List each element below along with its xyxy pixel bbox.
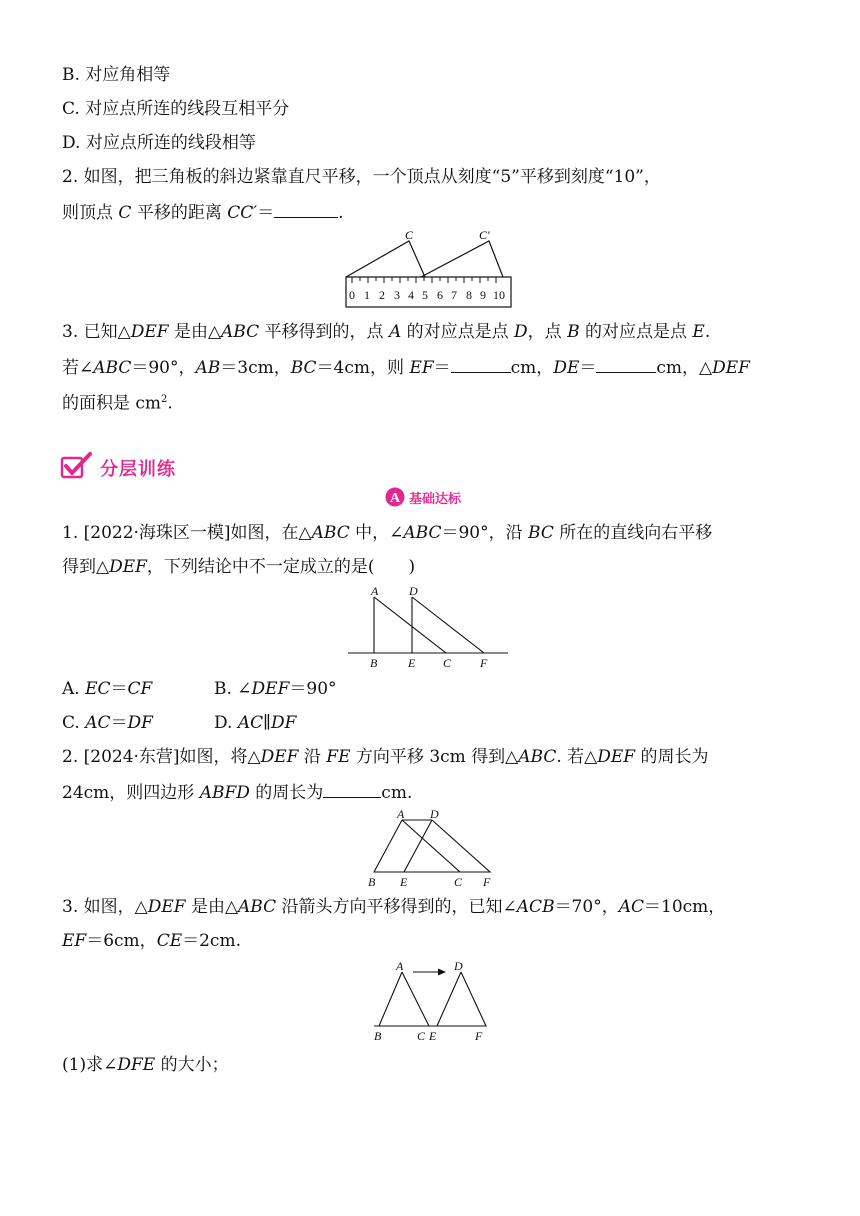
label-c: C (405, 228, 414, 242)
option-c: C. 对应点所连的线段互相平分 (62, 99, 290, 119)
tick-2: 2 (379, 288, 385, 302)
svg-text:D: D (409, 584, 418, 598)
svg-text:C: C (454, 875, 463, 889)
tick-3: 3 (394, 288, 400, 302)
ruler-body (346, 277, 511, 307)
p1-option-d: D. AC∥DF (214, 713, 297, 733)
svg-text:F: F (475, 1029, 483, 1043)
triangle-abc (379, 972, 429, 1026)
tick-7: 7 (451, 288, 457, 302)
checkbox-icon (60, 451, 94, 481)
svg-text:D: D (454, 959, 463, 973)
svg-text:E: E (408, 656, 416, 670)
option-b: B. 对应角相等 (62, 65, 171, 85)
svg-text:B: B (374, 1029, 382, 1043)
section-subtitle: 基础达标 (409, 492, 462, 507)
answer-blank[interactable] (323, 781, 381, 798)
svg-text:C: C (443, 656, 452, 670)
tick-9: 9 (480, 288, 486, 302)
svg-text:B: B (368, 875, 376, 889)
triangle-def (404, 820, 490, 872)
triangle-moved (421, 241, 503, 277)
ruler-figure (343, 228, 515, 312)
tick-1: 1 (364, 288, 370, 302)
triangle-abc (374, 820, 460, 872)
triangle-abc (374, 597, 446, 653)
svg-text:F: F (480, 656, 488, 670)
p3-line1: 3. 如图，△DEF 是由△ABC 沿箭头方向平移得到的，已知∠ACB＝70°，AC＝10cm， (62, 897, 726, 917)
answer-blank[interactable] (274, 201, 338, 218)
tick-8: 8 (466, 288, 472, 302)
svg-text:B: B (370, 656, 378, 670)
p3-line2: EF＝6cm，CE＝2cm. (62, 931, 241, 951)
p1-option-b: B. ∠DEF＝90° (214, 679, 337, 699)
svg-text:A: A (371, 584, 379, 598)
svg-text:D: D (430, 807, 439, 821)
svg-text:A: A (397, 807, 405, 821)
triangle-original (346, 241, 425, 277)
triangle-def (437, 972, 486, 1026)
p3-figure (366, 954, 496, 1044)
p2-figure (364, 806, 498, 890)
p1-option-c: C. AC＝DF (62, 713, 153, 733)
tick-6: 6 (437, 288, 443, 302)
triangle-def (412, 597, 484, 653)
p1-options-ab (62, 679, 337, 699)
p3-sub1: (1)求∠DFE 的大小； (62, 1055, 229, 1075)
level-a-badge-icon (384, 486, 406, 508)
q3-line2: 若∠ABC＝90°，AB＝3cm，BC＝4cm，则 EF＝ cm，DE＝ cm，△DEF (62, 358, 750, 378)
p1-figure (348, 583, 512, 671)
q3-line1: 3. 已知△DEF 是由△ABC 平移得到的，点 A 的对应点是点 D，点 B 的对应点是点 E. (62, 322, 711, 342)
svg-text:A: A (389, 491, 401, 506)
svg-text:E: E (429, 1029, 437, 1043)
p2-line2: 24cm，则四边形 ABFD 的周长为 cm. (62, 783, 413, 803)
answer-blank-de[interactable] (596, 356, 656, 373)
section-title: 分层训练 (100, 459, 176, 480)
p1-option-a: A. EC＝CF (62, 679, 153, 699)
tick-10: 10 (493, 288, 505, 302)
p1-options-cd (62, 713, 297, 733)
svg-text:C: C (417, 1029, 426, 1043)
p2-line1: 2. [2024·东营]如图，将△DEF 沿 FE 方向平移 3cm 得到△ABC. 若△DEF 的周长为 (62, 747, 709, 767)
answer-blank-ef[interactable] (451, 356, 511, 373)
option-d: D. 对应点所连的线段相等 (62, 133, 256, 153)
tick-4: 4 (408, 288, 414, 302)
tick-0: 0 (349, 288, 355, 302)
p1-line1: 1. [2022·海珠区一模]如图，在△ABC 中，∠ABC＝90°，沿 BC 所在的直线向右平移 (62, 523, 713, 543)
q3-line3: 的面积是 $cm^2$. (62, 393, 173, 414)
tick-5: 5 (422, 288, 428, 302)
q2-line2: 则顶点 C 平移的距离 CC′＝ . (62, 203, 344, 223)
svg-text:F: F (483, 875, 491, 889)
svg-text:E: E (400, 875, 408, 889)
svg-text:A: A (396, 959, 404, 973)
p1-line2: 得到△DEF，下列结论中不一定成立的是( ) (62, 557, 416, 577)
q2-line1: 2. 如图，把三角板的斜边紧靠直尺平移，一个顶点从刻度“5”平移到刻度“10”， (62, 167, 661, 187)
label-c-prime: C′ (479, 228, 490, 242)
